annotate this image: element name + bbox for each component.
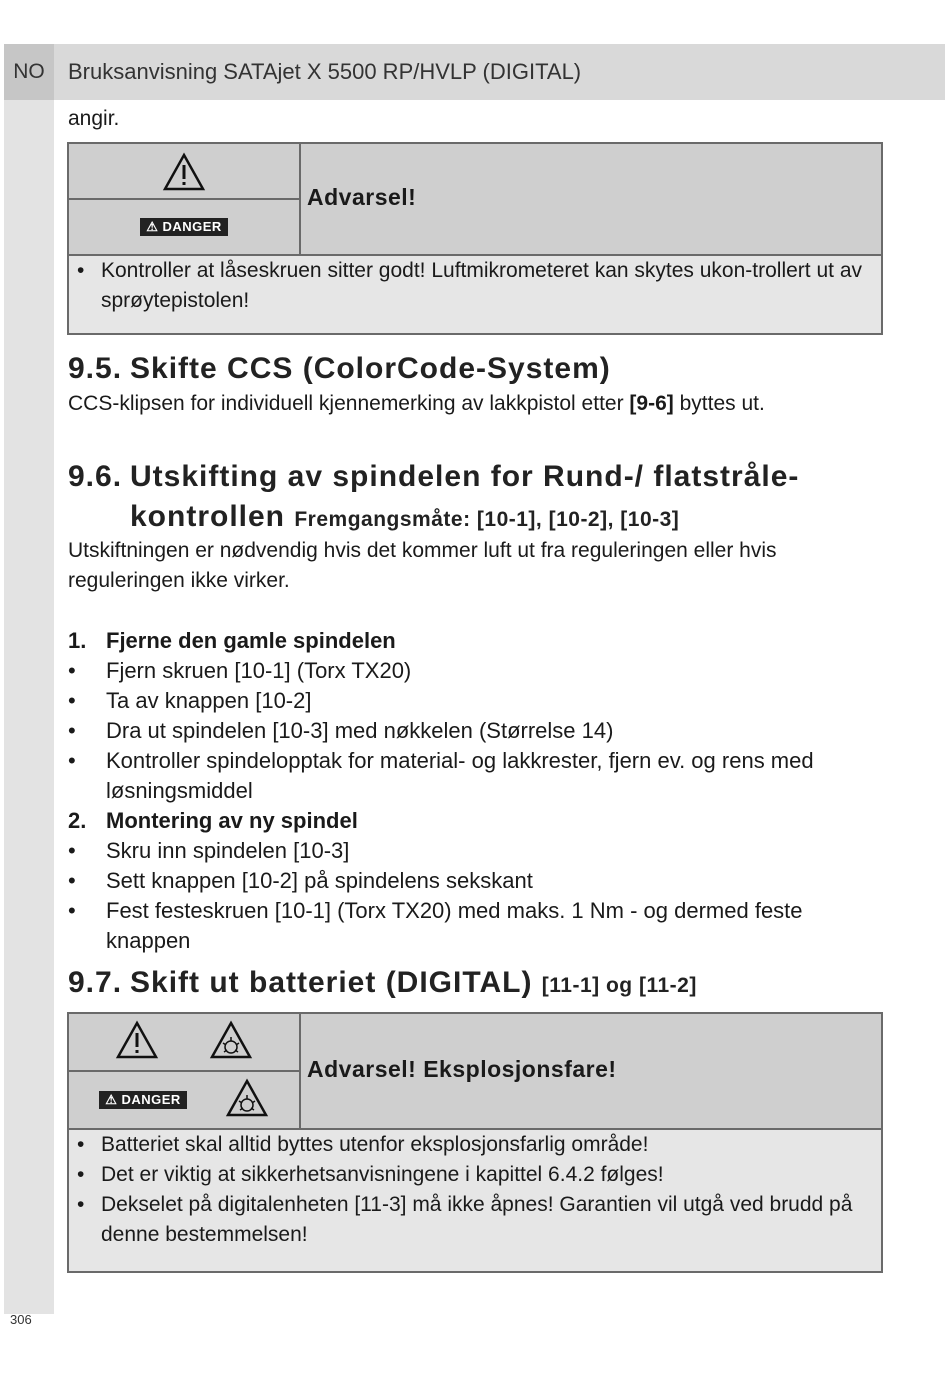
warning-title: Advarsel! Eksplosjonsfare! xyxy=(307,1056,617,1082)
section-9-7-subtitle: [11-1] og [11-2] xyxy=(541,974,697,997)
list-marker: 1. xyxy=(68,628,87,653)
list-text: Ta av knappen [10-2] xyxy=(106,688,312,713)
list-step-heading xyxy=(68,626,868,656)
list-marker: • xyxy=(68,658,76,683)
language-tab: NO xyxy=(4,44,54,100)
warning-bullets xyxy=(77,256,873,316)
list-text: Dra ut spindelen [10-3] med nøkkelen (Størrelse 14) xyxy=(106,718,614,743)
section-heading-9-7: 9.7. Skift ut batteriet (DIGITAL) [11-1] og [11-2] xyxy=(68,966,697,999)
warning-bullet: • Batteriet skal alltid byttes utenfor eksplosjonsfarlig område! xyxy=(77,1130,873,1160)
explosion-hazard-icon xyxy=(209,1020,253,1065)
section-9-6-list xyxy=(68,626,868,956)
intro-text: angir. xyxy=(68,107,120,130)
list-marker: • xyxy=(68,838,76,863)
warning-icons-2 xyxy=(69,1014,301,1128)
list-text: Kontroller spindelopptak for material- og lakkrester, fjern ev. og rens med løsningsmiddel xyxy=(106,748,814,803)
list-marker: • xyxy=(68,868,76,893)
list-marker: • xyxy=(68,898,76,923)
list-item xyxy=(68,656,868,686)
warning-title: Advarsel! xyxy=(307,184,417,210)
list-item xyxy=(68,836,868,866)
list-item xyxy=(68,896,868,956)
section-heading-9-6: 9.6. Utskifting av spindelen for Rund-/ flatstråle- xyxy=(68,460,800,493)
list-text: Fest festeskruen [10-1] (Torx TX20) med maks. 1 Nm - og dermed feste knappen xyxy=(106,898,803,953)
warning-bullet: • Kontroller at låseskruen sitter godt! Luftmikrometeret kan skytes ukon-trollert ut av sprøytepistolen! xyxy=(77,256,873,316)
list-marker: • xyxy=(68,718,76,743)
warning-bullet: • Det er viktig at sikkerhetsanvisningene i kapittel 6.4.2 følges! xyxy=(77,1160,873,1190)
list-text: Montering av ny spindel xyxy=(106,808,358,833)
list-text: Sett knappen [10-2] på spindelens sekskant xyxy=(106,868,533,893)
list-text: Fjerne den gamle spindelen xyxy=(106,628,396,653)
warning-box-1 xyxy=(67,142,883,335)
list-marker: • xyxy=(68,688,76,713)
warning-box-header xyxy=(69,144,881,256)
list-step-heading xyxy=(68,806,868,836)
section-heading-9-5: 9.5. Skifte CCS (ColorCode-System) xyxy=(68,352,611,385)
warning-icons xyxy=(69,144,301,254)
section-heading-9-6-cont: kontrollen Fremgangsmåte: [10-1], [10-2], [10-3] xyxy=(130,500,680,533)
list-item xyxy=(68,866,868,896)
list-marker: 2. xyxy=(68,808,87,833)
list-item xyxy=(68,686,868,716)
explosion-hazard-icon xyxy=(225,1078,269,1123)
warning-bullet: • Dekselet på digitalenheten [11-3] må ikke åpnes! Garantien vil utgå ved brudd på denne bestemmelsen! xyxy=(77,1190,873,1250)
document-title: Bruksanvisning SATAjet X 5500 RP/HVLP (DIGITAL) xyxy=(68,59,582,84)
section-9-6-subtitle: Fremgangsmåte: [10-1], [10-2], [10-3] xyxy=(294,508,680,531)
danger-label-icon: ⚠ DANGER xyxy=(99,1091,187,1109)
list-item xyxy=(68,746,868,806)
page-sidebar xyxy=(4,44,54,1314)
warning-box-2 xyxy=(67,1012,883,1273)
warning-triangle-icon xyxy=(69,144,299,199)
warning-bullets-2 xyxy=(77,1130,873,1250)
section-9-6-body: Utskiftningen er nødvendig hvis det kommer luft ut fra reguleringen eller hvis reguleringen ikke virker. xyxy=(68,539,777,592)
warning-triangle-icon xyxy=(115,1020,159,1065)
page-number: 306 xyxy=(10,1312,32,1327)
section-9-5-body: CCS-klipsen for individuell kjennemerking av lakkpistol etter [9-6] byttes ut. xyxy=(68,392,765,415)
list-text: Skru inn spindelen [10-3] xyxy=(106,838,350,863)
list-marker: • xyxy=(68,748,76,773)
list-text: Fjern skruen [10-1] (Torx TX20) xyxy=(106,658,412,683)
danger-label-icon: ⚠ DANGER xyxy=(69,200,299,254)
list-item xyxy=(68,716,868,746)
warning-box-2-header xyxy=(69,1014,881,1130)
